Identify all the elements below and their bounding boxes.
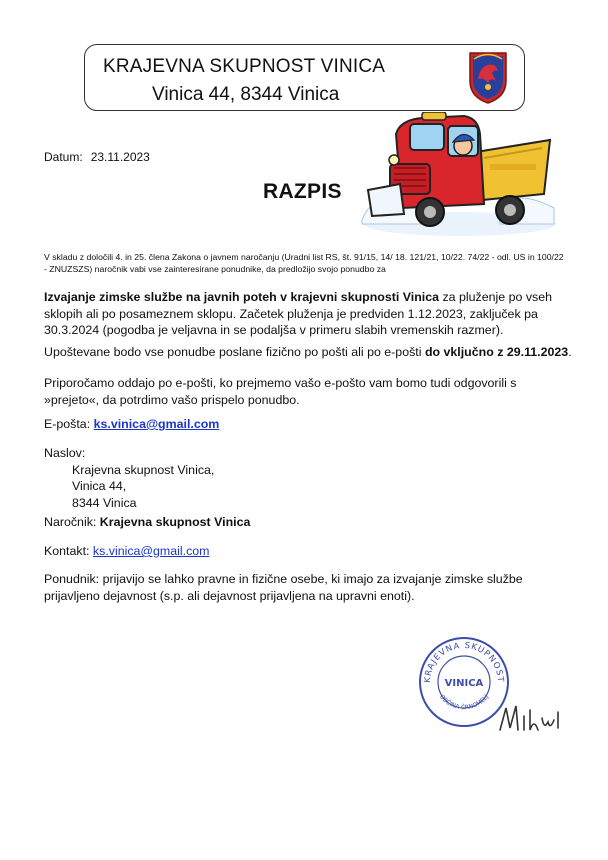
- service-title: Izvajanje zimske službe na javnih poteh v krajevni skupnosti Vinica: [44, 290, 440, 304]
- service-paragraph: [44, 289, 574, 339]
- bidder-text: prijavijo se lahko pravne in fizične osebe, ki imajo za izvajanje zimske službe prijavljeno dejavnost (s.p. ali dejavnost prijavljena na upravni enoti).: [44, 572, 523, 603]
- contact-link[interactable]: ks.vinica@gmail.com: [92, 544, 210, 558]
- address-label: Naslov:: [44, 446, 86, 460]
- email-line: [44, 416, 574, 433]
- deadline-end: .: [568, 345, 572, 359]
- deadline-paragraph: [44, 344, 574, 361]
- client-label: Naročnik:: [44, 515, 97, 529]
- address-line: Vinica 44,: [72, 479, 127, 493]
- email-label: E-pošta:: [44, 417, 91, 431]
- recommendation-paragraph: Priporočamo oddajo po e-pošti, ko prejmemo vašo e-pošto vam bomo tudi odgovorili s »prejeto«, da potrdimo vašo prispelo ponudbo.: [44, 376, 517, 407]
- email-link[interactable]: ks.vinica@gmail.com: [93, 417, 220, 431]
- svg-text:KRAJEVNA SKUPNOST: KRAJEVNA SKUPNOST: [422, 640, 506, 684]
- snowplow-truck-illustration: [360, 112, 556, 238]
- contact-label: Kontakt:: [44, 544, 90, 558]
- address-line: Krajevna skupnost Vinica,: [72, 462, 215, 477]
- document-title: RAZPIS: [263, 180, 342, 203]
- deadline-date: do vključno z 29.11.2023: [424, 345, 569, 359]
- legal-note: V skladu z določili 4. in 25. člena Zakona o javnem naročanju (Uradni list RS, št. 91/15, 14/ 18. 121/21, 10/22. 74/22 - odl. US in 100/22 - ZNUZSZS) naročnik vabi vse zainteresirane ponudnike, da predložijo svojo ponudbo za: [44, 252, 564, 274]
- org-address: Vinica 44, 8344 Vinica: [152, 84, 340, 105]
- bidder-label: Ponudnik:: [44, 572, 100, 586]
- handwritten-signature: [496, 700, 566, 740]
- contact-line: [44, 543, 574, 560]
- bidder-paragraph: [44, 571, 574, 604]
- address-line: 8344 Vinica: [72, 495, 137, 510]
- date-value: 23.11.2023: [90, 150, 150, 164]
- header-box: [84, 44, 525, 111]
- date-line: [44, 150, 150, 164]
- municipal-crest-icon: [466, 47, 510, 105]
- org-name: KRAJEVNA SKUPNOST VINICA: [103, 56, 386, 77]
- svg-text:OBČINA ČRNOMELJ: OBČINA ČRNOMELJ: [437, 693, 491, 712]
- deadline-text: Upoštevane bodo vse ponudbe poslane fizično po pošti ali po e-pošti: [44, 345, 425, 359]
- stamp-center-text: VINICA: [444, 678, 484, 689]
- address-block: [44, 445, 574, 511]
- client-line: [44, 514, 574, 531]
- date-label: Datum:: [44, 150, 83, 164]
- client-value: Krajevna skupnost Vinica: [99, 515, 251, 529]
- service-details: za pluženje po vseh sklopih ali po posameznem sklopu. Začetek pluženja je predviden 1.12.2023, zaključek pa 30.3.2024 (pogodba je veljavna in se podaljša v primeru slabih vremenskih razmer).: [44, 290, 553, 337]
